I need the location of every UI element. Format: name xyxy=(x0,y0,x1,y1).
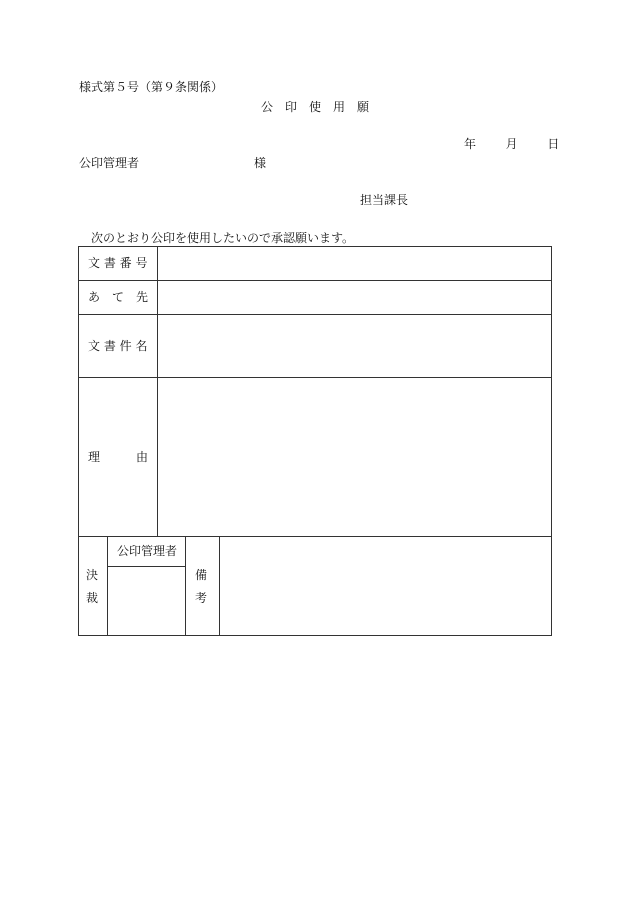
manager-header-divider xyxy=(107,566,186,567)
remarks-divider xyxy=(219,536,220,636)
remarks-label-top: 備 xyxy=(194,568,207,582)
manager-header: 公印管理者 xyxy=(117,544,178,558)
row-divider xyxy=(78,377,552,378)
form-number: 様式第５号（第９条関係） xyxy=(79,80,224,94)
label-document-number: 文 書 番 号 xyxy=(88,256,148,270)
document-title: 公 印 使 用 願 xyxy=(261,100,370,114)
request-text: 次のとおり公印を使用したいので承認願います。 xyxy=(91,231,355,245)
date-line xyxy=(464,137,559,151)
remarks-label-bottom: 考 xyxy=(194,591,207,605)
label-reason: 理 由 xyxy=(88,450,149,464)
table-border-right xyxy=(551,246,552,636)
label-recipient: あ て 先 xyxy=(88,290,149,304)
table-border-top xyxy=(78,246,552,247)
row-divider xyxy=(78,536,552,537)
applicant-title: 担当課長 xyxy=(360,193,409,207)
approval-label-bottom: 裁 xyxy=(85,591,98,605)
honorific: 様 xyxy=(254,156,267,170)
row-divider xyxy=(78,314,552,315)
label-document-subject: 文 書 件 名 xyxy=(88,339,148,353)
row-divider xyxy=(78,280,552,281)
manager-divider xyxy=(185,536,186,636)
label-column-divider xyxy=(157,246,158,537)
approval-divider xyxy=(107,536,108,636)
date-year-label: 年 xyxy=(464,137,477,151)
approval-label-top: 決 xyxy=(85,568,98,582)
date-day-label: 日 xyxy=(547,137,560,151)
date-month-label: 月 xyxy=(505,137,518,151)
table-border-bottom xyxy=(78,635,552,636)
table-border-left xyxy=(78,246,79,636)
addressee: 公印管理者 xyxy=(79,156,140,170)
